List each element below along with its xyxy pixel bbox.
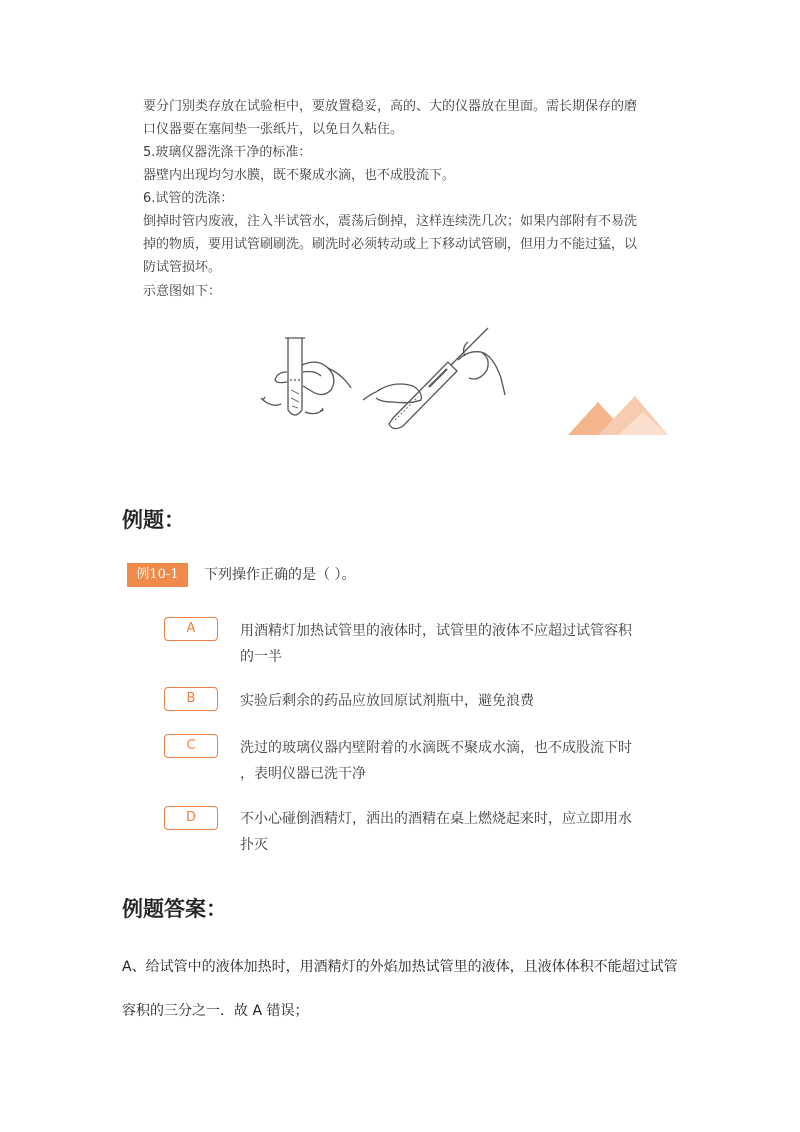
example-heading: 例题： [122, 508, 185, 532]
option-d-line-1: 不小心碰倒酒精灯，洒出的酒精在桌上燃烧起来时，应立即用水 [240, 811, 632, 827]
item6-line-2: 掉的物质，要用试管刷刷洗。刷洗时必须转动或上下移动试管刷，但用力不能过猛，以 [143, 237, 638, 252]
option-a-badge[interactable]: A [164, 617, 218, 641]
decorative-mountains [568, 396, 668, 435]
answer-heading: 例题答案： [122, 897, 227, 921]
shaking-tube-drawing [261, 338, 351, 415]
option-a-line-2: 的一半 [240, 649, 282, 665]
example-question: 下列操作正确的是（ ）。 [204, 567, 356, 583]
brushing-tube-drawing [363, 328, 505, 429]
option-c-text [240, 735, 650, 787]
diagram-caption: 示意图如下： [143, 284, 222, 299]
option-c-line-1: 洗过的玻璃仪器内壁附着的水滴既不聚成水滴，也不成股流下时 [240, 740, 632, 756]
intro-line-1: 要分门别类存放在试验柜中，要放置稳妥，高的、大的仪器放在里面。需长期保存的磨 [143, 99, 638, 114]
answer-line-2: 容积的三分之一．故 A 错误； [122, 1003, 309, 1019]
option-d-line-2: 扑灭 [240, 837, 268, 853]
option-a-text [240, 618, 650, 670]
option-b-text [240, 688, 650, 714]
test-tube-washing-illustration [243, 320, 668, 435]
option-d-badge[interactable]: D [164, 806, 218, 830]
option-a-line-1: 用酒精灯加热试管里的液体时，试管里的液体不应超过试管容积 [240, 623, 632, 639]
answer-line-1: A、给试管中的液体加热时，用酒精灯的外焰加热试管里的液体，且液体体积不能超过试管 [122, 959, 678, 975]
item6-title: 6.试管的洗涤： [143, 191, 234, 206]
option-b-badge[interactable]: B [164, 687, 218, 711]
option-c-badge[interactable]: C [164, 734, 218, 758]
item6-line-1: 倒掉时管内废液，注入半试管水，震荡后倒掉，这样连续洗几次；如果内部附有不易洗 [143, 214, 638, 229]
option-c-line-2: ，表明仪器已洗干净 [240, 766, 366, 782]
intro-line-2: 口仪器要在塞间垫一张纸片，以免日久粘住。 [143, 122, 404, 137]
option-b-line-1: 实验后剩余的药品应放回原试剂瓶中，避免浪费 [240, 693, 534, 709]
option-d-text [240, 806, 650, 858]
item5-title: 5.玻璃仪器洗涤干净的标准： [143, 145, 312, 160]
item5-text: 器壁内出现均匀水膜，既不聚成水滴，也不成股流下。 [143, 168, 456, 183]
item6-line-3: 防试管损坏。 [143, 260, 222, 275]
example-tag: 例10-1 [127, 563, 188, 587]
